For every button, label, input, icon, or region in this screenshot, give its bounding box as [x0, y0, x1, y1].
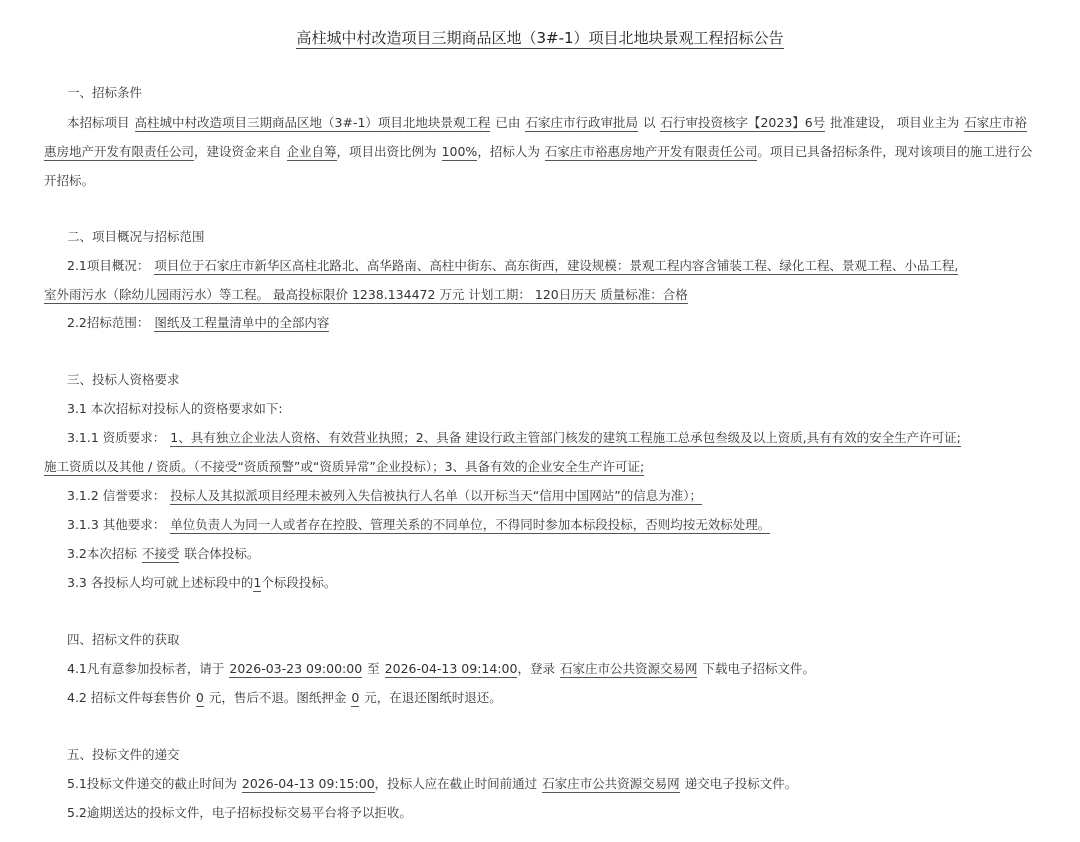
qualification-intro: 3.1 本次招标对投标人的资格要求如下:	[67, 401, 283, 416]
scope-line: 2.2招标范围： 图纸及工程量清单中的全部内容	[67, 315, 330, 330]
end-time: 2026-04-13 09:14:00	[384, 661, 518, 676]
submission-platform: 石家庄市公共资源交易网	[542, 776, 680, 791]
overview-line-2: 室外雨污水（除幼儿园雨污水）等工程。 最高投标限价 1238.134472 万元 计划工期： 120日历天 质量标准：合格	[44, 287, 688, 302]
page-title: 高柱城中村改造项目三期商品区地（3#-1）项目北地块景观工程招标公告	[296, 29, 784, 47]
platform-name: 石家庄市公共资源交易网	[559, 661, 698, 676]
section-3-heading: 三、投标人资格要求	[67, 372, 180, 387]
other-requirement: 3.1.3 其他要求： 单位负责人为同一人或者存在控股、管理关系的不同单位，不得同时参加本标段投标，否则均按无效标处理。	[67, 517, 771, 532]
approver: 石家庄市行政审批局	[525, 115, 638, 130]
section-1-heading: 一、招标条件	[67, 85, 143, 100]
overview-line-1: 2.1项目概况： 项目位于石家庄市新华区高柱北路北、高华路南、高柱中街东、高东街西，建设规模：景观工程内容含铺装工程、绿化工程、景观工程、小品工程,	[67, 258, 959, 273]
qualification-line-1: 3.1.1 资质要求： 1、具有独立企业法人资格、有效营业执照；2、具备 建设行政主管部门核发的建筑工程施工总承包叁级及以上资质,具有有效的安全生产许可证;	[67, 430, 961, 445]
qualification-line-2: 施工资质以及其他 / 资质。（不接受“资质预警”或“资质异常”企业投标）；3、具备有效的企业安全生产许可证;	[44, 459, 645, 474]
drawing-deposit: 0	[351, 690, 360, 705]
submission-deadline: 2026-04-13 09:15:00	[241, 776, 375, 791]
document-price: 0	[195, 690, 204, 705]
section-1-paragraph: 本招标项目 高柱城中村改造项目三期商品区地（3#-1）项目北地块景观工程 已由 石家庄市行政审批局 以 石行审投资核字【2023】6号 批准建设， 项目业主为 石家庄市裕惠房地产开发有限责任公司，建设资金来自 企业自筹，项目出资比例为 100%，招标人为 石家庄市裕惠房地产开发有限责任公司。项目已具备招标条件，现对该项目的施工进行公开招标。	[44, 115, 1033, 188]
qualification-text: 1、具有独立企业法人资格、有效营业执照；2、具备 建设行政主管部门核发的建筑工程施工总承包叁级及以上资质,具有有效的安全生产许可证;	[170, 430, 961, 445]
credit-requirement: 3.1.2 信誉要求： 投标人及其拟派项目经理未被列入失信被执行人名单（以开标当天“信用中国网站”的信息为准）；	[67, 488, 702, 503]
approval-number: 石行审投资核字【2023】6号	[660, 115, 826, 130]
section-4-heading: 四、招标文件的获取	[67, 632, 180, 647]
joint-bid-value: 不接受	[141, 546, 180, 561]
late-submission-line: 5.2逾期送达的投标文件，电子招标投标交易平台将予以拒收。	[67, 805, 412, 820]
fund-source: 企业自筹	[286, 144, 337, 159]
overview-text: 项目位于石家庄市新华区高柱北路北、高华路南、高柱中街东、高东街西，建设规模：景观工程内容含铺装工程、绿化工程、景观工程、小品工程,	[154, 258, 959, 273]
section-count: 1	[253, 575, 262, 590]
section-count-line: 3.3 各投标人均可就上述标段中的1个标段投标。	[67, 575, 337, 590]
tenderer: 石家庄市裕惠房地产开发有限责任公司	[544, 144, 758, 159]
project-owner: 石家庄市裕惠房地产开发有限责任公司	[44, 115, 1027, 159]
joint-bid-line: 3.2本次招标 不接受 联合体投标。	[67, 546, 260, 561]
submission-deadline-line: 5.1投标文件递交的截止时间为 2026-04-13 09:15:00，投标人应在截止时间前通过 石家庄市公共资源交易网 递交电子投标文件。	[67, 776, 798, 791]
document-acquisition-line: 4.1凡有意参加投标者，请于 2026-03-23 09:00:00 至 2026-04-13 09:14:00，登录 石家庄市公共资源交易网 下载电子招标文件。	[67, 661, 815, 676]
document-price-line: 4.2 招标文件每套售价 0 元，售后不退。图纸押金 0 元，在退还图纸时退还。	[67, 690, 502, 705]
project-name: 高柱城中村改造项目三期商品区地（3#-1）项目北地块景观工程	[134, 115, 491, 130]
scope-text: 图纸及工程量清单中的全部内容	[154, 315, 330, 330]
funding-ratio: 100%	[441, 144, 478, 159]
section-5-heading: 五、投标文件的递交	[67, 747, 180, 762]
section-2-heading: 二、项目概况与招标范围	[67, 229, 205, 244]
start-time: 2026-03-23 09:00:00	[229, 661, 363, 676]
